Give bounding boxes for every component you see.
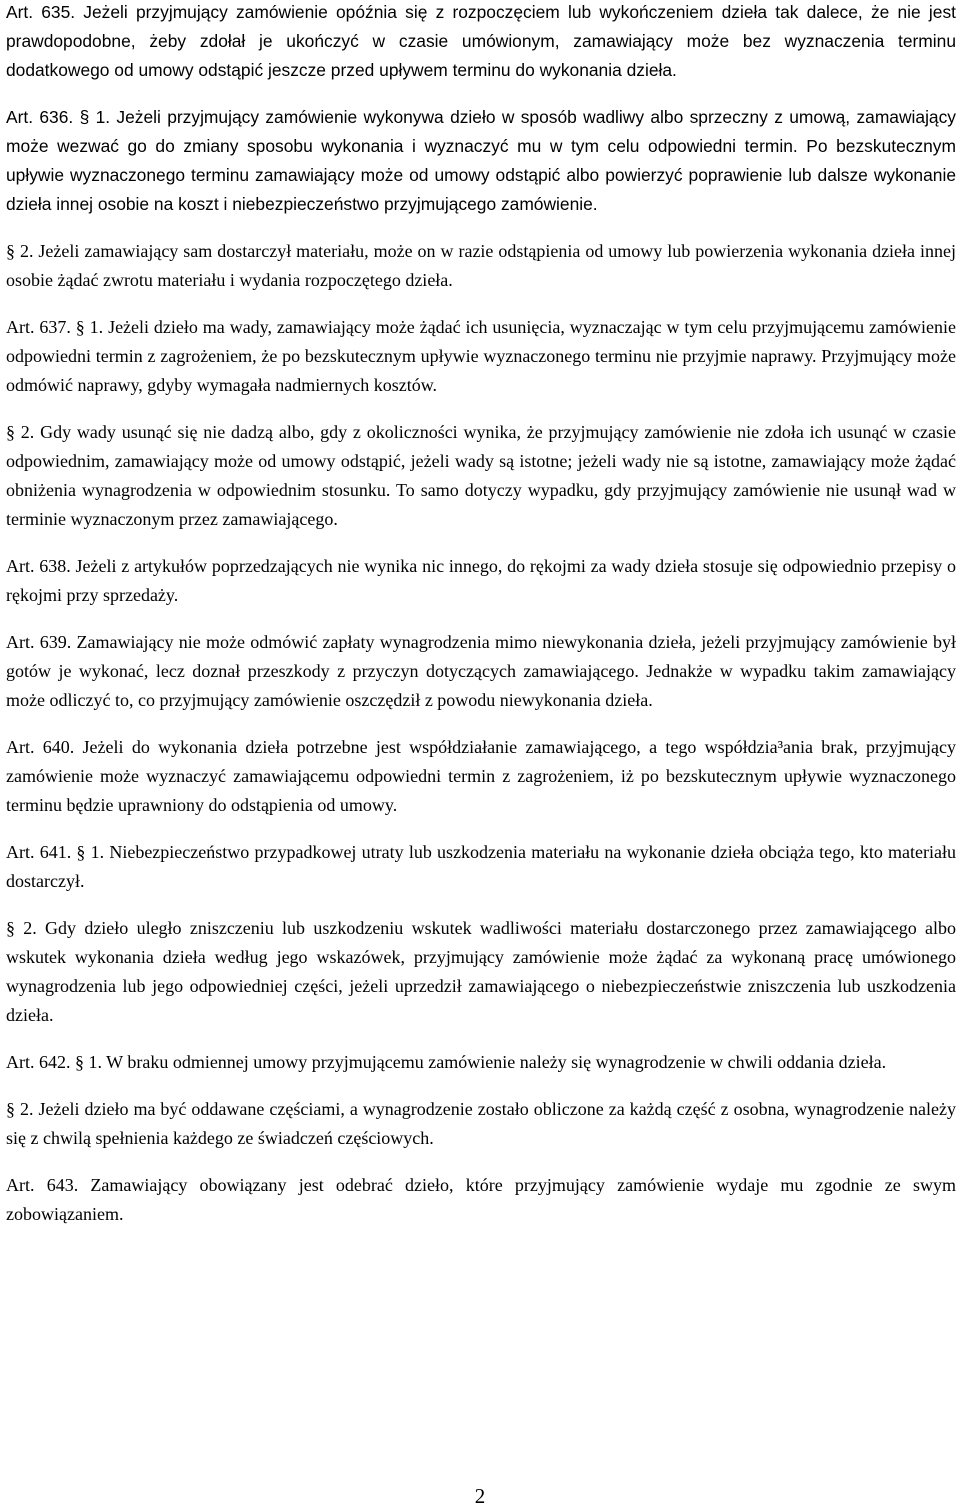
article-635: Art. 635. Jeżeli przyjmujący zamówienie opóźnia się z rozpoczęciem lub wykończeniem dzieła tak dalece, że nie jest prawdopodobne, żeby zdołał je ukończyć w czasie umówionym, zamawiający może bez wyznaczenia terminu dodatkowego od umowy odstąpić jeszcze przed upływem terminu do wykonania dzieła. bbox=[6, 2, 956, 80]
article-641-par-1: Art. 641. § 1. Niebezpieczeństwo przypadkowej utraty lub uszkodzenia materiału na wykonanie dzieła obciąża tego, kto materiału dostarczył. bbox=[6, 842, 956, 891]
article-638: Art. 638. Jeżeli z artykułów poprzedzających nie wynika nic innego, do rękojmi za wady dzieła stosuje się odpowiednio przepisy o rękojmi przy sprzedaży. bbox=[6, 556, 956, 605]
article-636-par-1: Art. 636. § 1. Jeżeli przyjmujący zamówienie wykonywa dzieło w sposób wadliwy albo sprzeczny z umową, zamawiający może wezwać go do zmiany sposobu wykonania i wyznaczyć mu w tym celu odpowiedni termin. Po bezskutecznym upływie wyznaczonego terminu zamawiający może od umowy odstąpić albo powierzyć poprawienie lub dalsze wykonanie dzieła innej osobie na koszt i niebezpieczeństwo przyjmującego zamówienie. bbox=[6, 107, 956, 214]
document-page bbox=[6, 0, 956, 1247]
article-636-par-2: § 2. Jeżeli zamawiający sam dostarczył materiału, może on w razie odstąpienia od umowy lub powierzenia wykonania dzieła innej osobie żądać zwrotu materiału i wydania rozpoczętego dzieła. bbox=[6, 241, 956, 290]
article-641-par-2: § 2. Gdy dzieło uległo zniszczeniu lub uszkodzeniu wskutek wadliwości materiału dostarczonego przez zamawiającego albo wskutek wykonania dzieła według jego wskazówek, przyjmujący zamówienie może żądać za wykonaną pracę umówionego wynagrodzenia lub jego odpowiedniej części, jeżeli uprzedził zamawiającego o niebezpieczeństwie zniszczenia lub uszkodzenia dzieła. bbox=[6, 918, 956, 1025]
page-number: 2 bbox=[474, 1484, 486, 1508]
article-642-par-2: § 2. Jeżeli dzieło ma być oddawane częściami, a wynagrodzenie zostało obliczone za każdą część z osobna, wynagrodzenie należy się z chwilą spełnienia każdego ze świadczeń częściowych. bbox=[6, 1099, 956, 1148]
article-637-par-1: Art. 637. § 1. Jeżeli dzieło ma wady, zamawiający może żądać ich usunięcia, wyznaczając w tym celu przyjmującemu zamówienie odpowiedni termin z zagrożeniem, że po bezskutecznym upływie wyznaczonego terminu nie przyjmie naprawy. Przyjmujący może odmówić naprawy, gdyby wymagała nadmiernych kosztów. bbox=[6, 317, 956, 395]
article-640: Art. 640. Jeżeli do wykonania dzieła potrzebne jest współdziałanie zamawiającego, a tego współdzia³ania brak, przyjmujący zamówienie może wyznaczyć zamawiającemu odpowiedni termin z zagrożeniem, iż po bezskutecznym upływie wyznaczonego terminu będzie uprawniony do odstąpienia od umowy. bbox=[6, 737, 956, 815]
article-637-par-2: § 2. Gdy wady usunąć się nie dadzą albo, gdy z okoliczności wynika, że przyjmujący zamówienie nie zdoła ich usunąć w czasie odpowiednim, zamawiający może od umowy odstąpić, jeżeli wady są istotne; jeżeli wady nie są istotne, zamawiający może żądać obniżenia wynagrodzenia w odpowiednim stosunku. To samo dotyczy wypadku, gdy przyjmujący zamówienie nie usunął wad w terminie wyznaczonym przez zamawiającego. bbox=[6, 422, 956, 529]
article-639: Art. 639. Zamawiający nie może odmówić zapłaty wynagrodzenia mimo niewykonania dzieła, jeżeli przyjmujący zamówienie był gotów je wykonać, lecz doznał przeszkody z przyczyn dotyczących zamawiającego. Jednakże w wypadku takim zamawiający może odliczyć to, co przyjmujący zamówienie oszczędził z powodu niewykonania dzieła. bbox=[6, 632, 956, 710]
article-642-par-1: Art. 642. § 1. W braku odmiennej umowy przyjmującemu zamówienie należy się wynagrodzenie w chwili oddania dzieła. bbox=[6, 1052, 887, 1072]
article-643: Art. 643. Zamawiający obowiązany jest odebrać dzieło, które przyjmujący zamówienie wydaje mu zgodnie ze swym zobowiązaniem. bbox=[6, 1175, 956, 1224]
